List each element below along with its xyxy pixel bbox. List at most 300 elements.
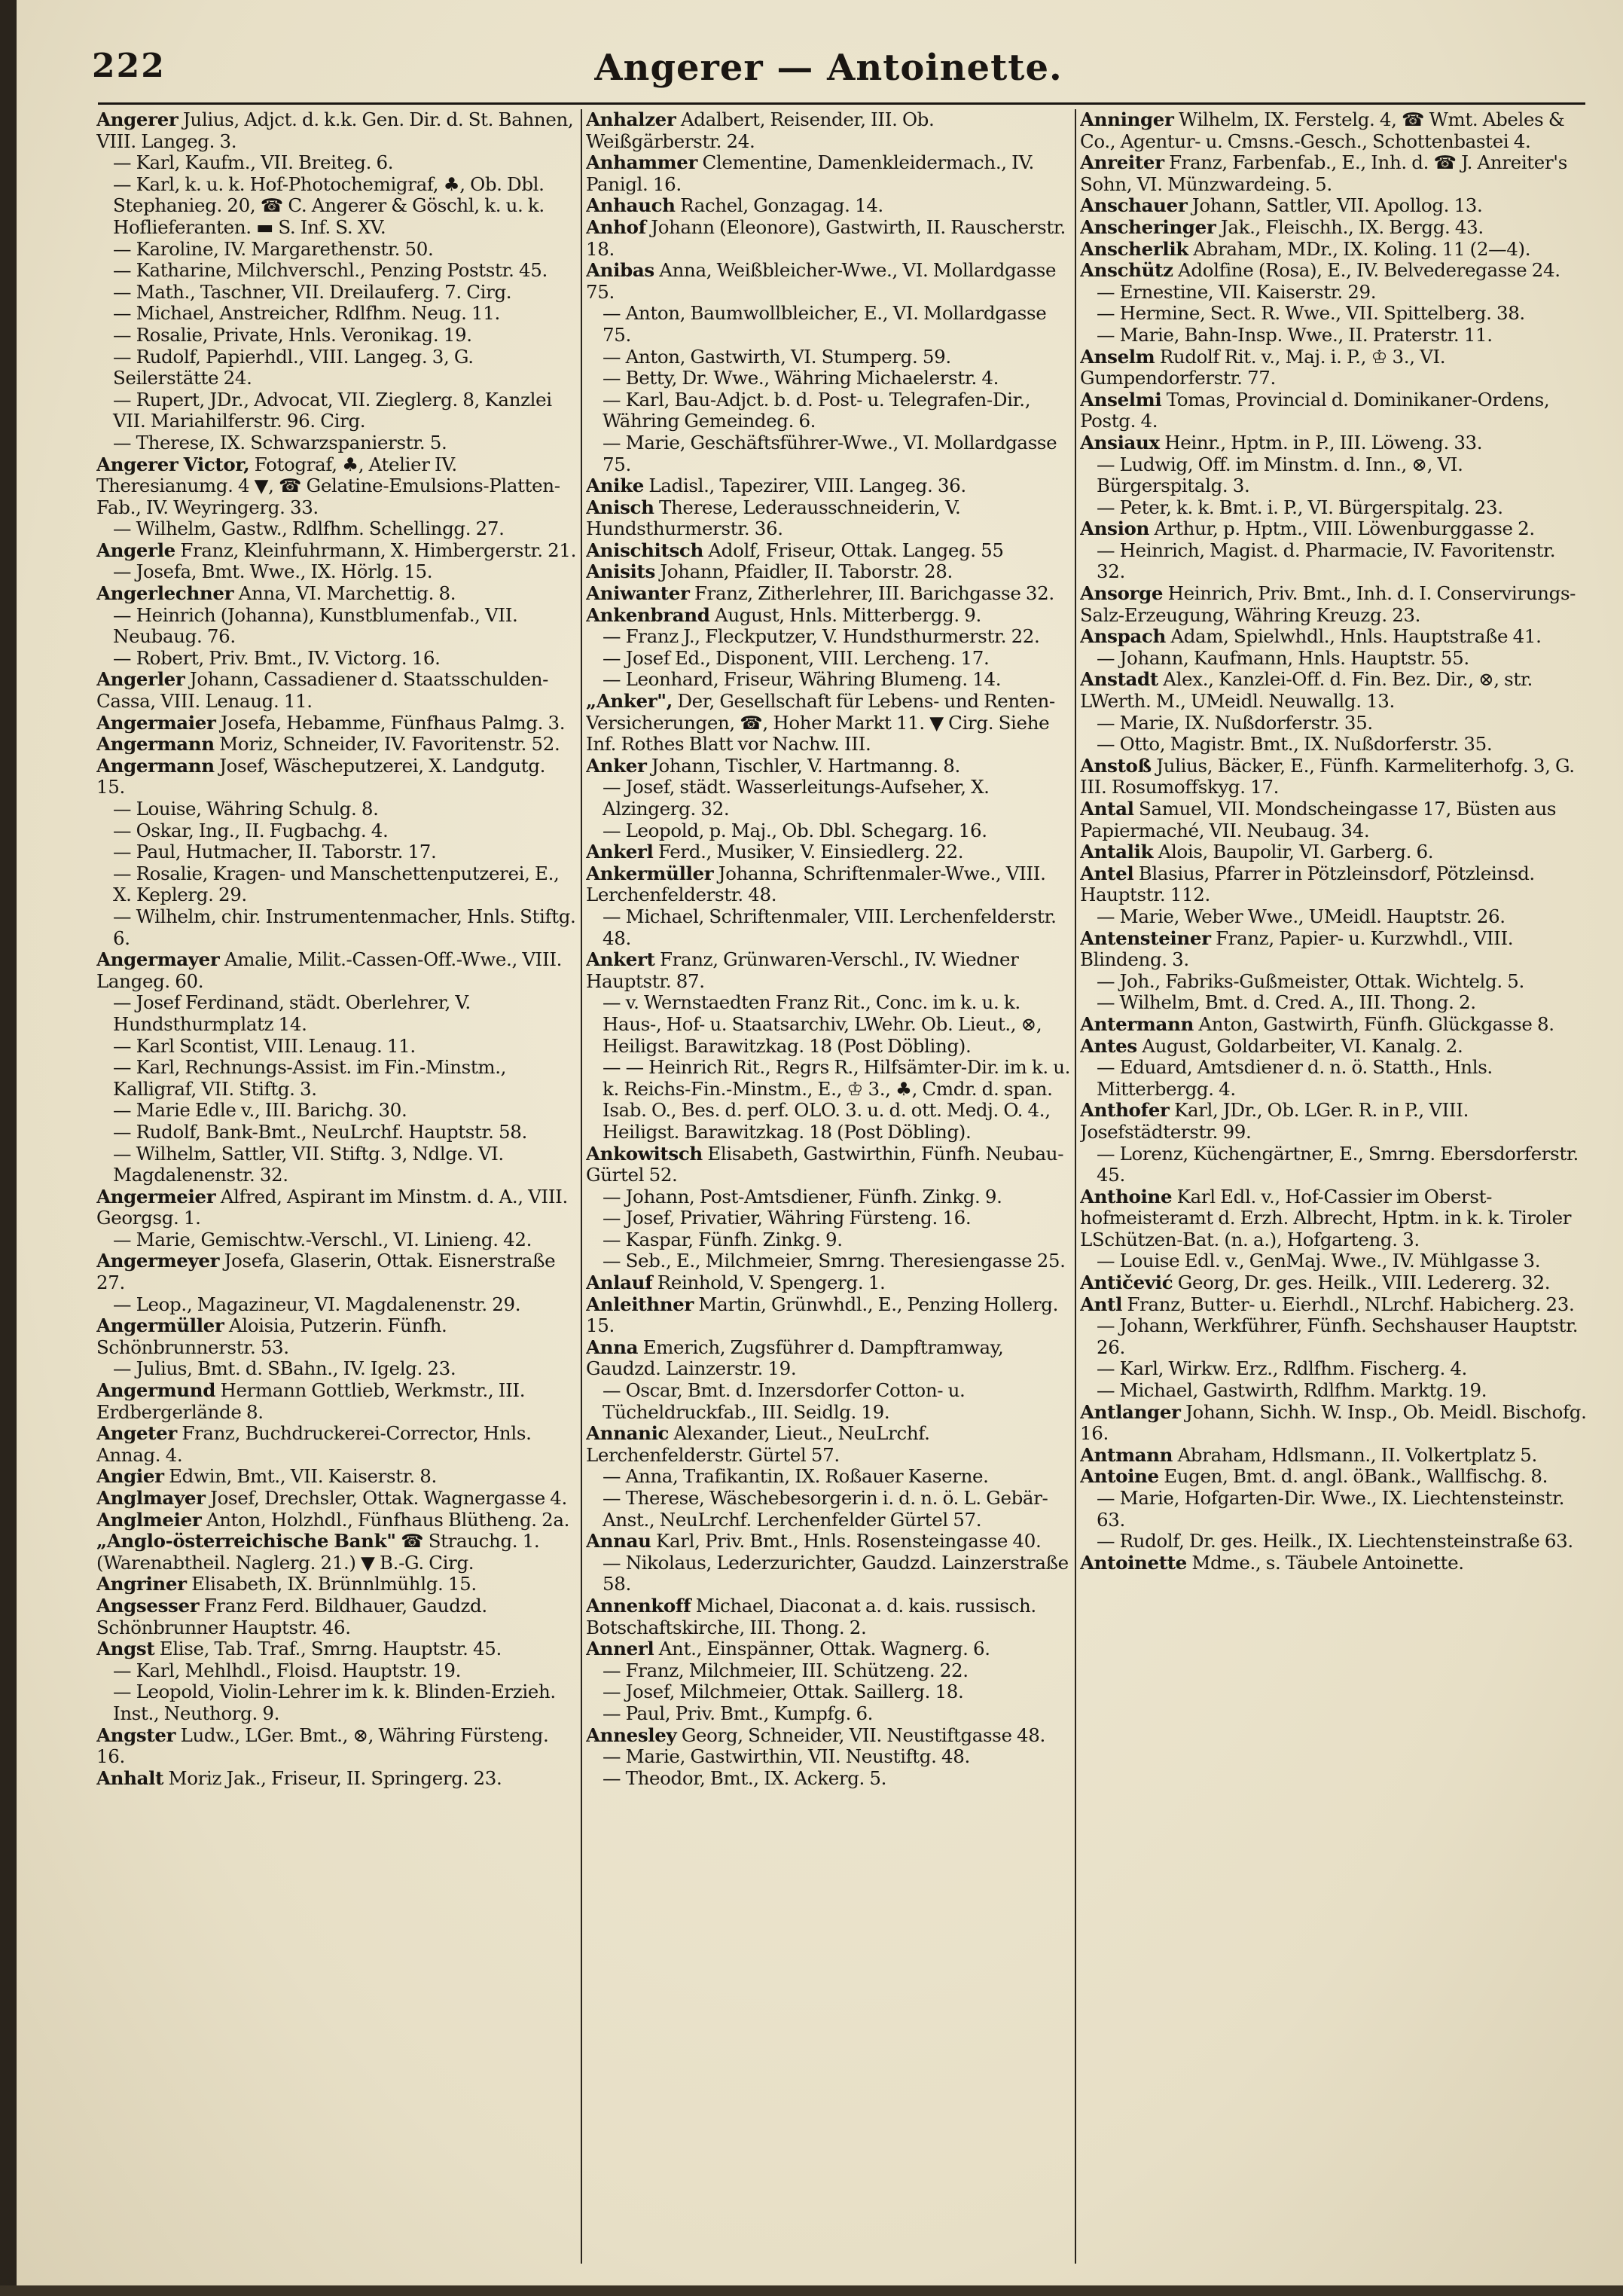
entry-details: — Marie, Gastwirthin, VII. Neustiftg. 48. — [603, 1745, 970, 1768]
directory-entry — [96, 1725, 578, 1768]
directory-entry — [1080, 1100, 1588, 1143]
directory-entry — [1080, 109, 1588, 152]
directory-entry — [96, 1100, 578, 1122]
directory-entry — [586, 368, 1072, 389]
entry-surname: Angster — [96, 1724, 176, 1746]
entry-surname: Angerlechner — [96, 582, 234, 605]
directory-entry — [1080, 1294, 1588, 1316]
directory-entry — [96, 432, 578, 454]
entry-details: — Ludwig, Off. im Minstm. d. Inn., ⊗, VI. Bürgerspitalg. 3. — [1097, 453, 1463, 497]
directory-entry — [586, 260, 1072, 303]
entry-details: Franz, Butter- u. Eierhdl., NLrchf. Habicherg. 23. — [1127, 1293, 1575, 1315]
directory-entry — [586, 1746, 1072, 1768]
entry-details: August, Hnls. Mitterbergg. 9. — [715, 603, 981, 626]
entry-details: Anton, Gastwirth, Fünfh. Glückgasse 8. — [1198, 1012, 1554, 1035]
entry-details: Wilhelm, IX. Ferstelg. 4, ☎ Wmt. Abeles & Co., Agentur- u. Cmsns.-Gesch., Schottenbastei 4. — [1080, 109, 1565, 152]
entry-details: — — Heinrich Rit., Regrs R., Hilfsämter-Dir. im k. u. k. Reichs-Fin.-Minstm., E., ♔ 3., ♣, Cmdr. d. span. Isab. O., Bes. d. perf. OLO. 3. u. d. ott. Medj. O. 4., Heiligst. Barawitzkag. 18 (Post Döbling). — [603, 1056, 1071, 1143]
entry-surname: Ansorge — [1080, 582, 1164, 605]
directory-entry — [586, 1466, 1072, 1488]
entry-surname: Antensteiner — [1080, 927, 1211, 949]
directory-entry — [96, 1186, 578, 1229]
entry-surname: Anschütz — [1080, 259, 1173, 282]
directory-entry — [586, 949, 1072, 992]
entry-details: — Betty, Dr. Wwe., Währing Michaelerstr. 4. — [603, 367, 999, 389]
entry-surname: Anhalt — [96, 1766, 164, 1789]
directory-entry — [586, 1380, 1072, 1423]
entry-details: Hermann Gottlieb, Werkmstr., III. Erdbergerlände 8. — [96, 1379, 526, 1423]
entry-surname: Anike — [586, 475, 644, 497]
directory-entry — [96, 152, 578, 174]
entry-details: — Johann, Post-Amtsdiener, Fünfh. Zinkg. 9. — [603, 1185, 1002, 1208]
entry-details: Karl, Priv. Bmt., Hnls. Rosensteingasse 40. — [656, 1530, 1042, 1553]
directory-entry — [96, 734, 578, 756]
directory-entry — [96, 1595, 578, 1638]
directory-entry — [1080, 992, 1588, 1014]
entry-details: — Karl, Wirkw. Erz., Rdlfhm. Fischerg. 4. — [1097, 1357, 1467, 1380]
entry-surname: Annau — [586, 1530, 651, 1553]
entry-surname: Ankert — [586, 948, 655, 971]
entry-details: — Rudolf, Papierhdl., VIII. Langeg. 3, G. Seilerstätte 24. — [113, 345, 474, 389]
entry-details: Adolfine (Rosa), E., IV. Belvederegasse 24. — [1178, 259, 1560, 282]
directory-entry — [586, 432, 1072, 475]
directory-entry — [96, 1315, 578, 1358]
entry-details: Amalie, Milit.-Cassen-Off.-Wwe., VIII. Langeg. 60. — [96, 948, 563, 992]
entry-surname: Anstadt — [1080, 668, 1158, 691]
entry-details: Moriz Jak., Friseur, II. Springerg. 23. — [168, 1766, 502, 1789]
entry-details: Elisabeth, IX. Brünnlmühlg. 15. — [191, 1573, 477, 1595]
directory-entry — [586, 1057, 1072, 1143]
directory-entry — [96, 303, 578, 325]
entry-details: August, Goldarbeiter, VI. Kanalg. 2. — [1142, 1034, 1463, 1057]
directory-entry — [96, 239, 578, 261]
entry-details: Mdme., s. Täubele Antoinette. — [1191, 1551, 1464, 1574]
entry-details: — Otto, Magistr. Bmt., IX. Nußdorferstr. 35. — [1097, 733, 1493, 756]
entry-details: Aloisia, Putzerin. Fünfh. Schönbrunnerstr. 53. — [96, 1314, 447, 1358]
entry-details: Martin, Grünwhdl., E., Penzing Hollerg. 15. — [586, 1293, 1059, 1337]
column-3 — [1080, 109, 1588, 2264]
directory-entry — [96, 1229, 578, 1251]
entry-details: — Wilhelm, chir. Instrumentenmacher, Hnls. Stiftg. 6. — [113, 905, 576, 949]
header-rule — [98, 102, 1585, 105]
entry-details: — Oscar, Bmt. d. Inzersdorfer Cotton- u. Tücheldruckfab., III. Seidlg. 19. — [603, 1379, 966, 1423]
directory-entry — [586, 1638, 1072, 1660]
entry-details: Edwin, Bmt., VII. Kaiserstr. 8. — [169, 1465, 437, 1488]
entry-surname: Anhalzer — [586, 109, 676, 130]
entry-details: Julius, Adjct. d. k.k. Gen. Dir. d. St. Bahnen, VIII. Langeg. 3. — [96, 109, 574, 152]
directory-entry — [1080, 798, 1588, 841]
directory-entry — [96, 713, 578, 734]
directory-entry — [586, 691, 1072, 756]
directory-entry — [1080, 347, 1588, 389]
entry-details: Ladisl., Tapezirer, VIII. Langeg. 36. — [648, 475, 966, 497]
entry-surname: Angermayer — [96, 948, 220, 971]
directory-entry — [586, 906, 1072, 949]
directory-entry — [586, 1681, 1072, 1703]
entry-details: — Karl, Rechnungs-Assist. im Fin.-Minstm., Kalligraf, VII. Stiftg. 3. — [113, 1056, 507, 1100]
directory-entry — [1080, 1553, 1588, 1574]
entry-surname: Anthofer — [1080, 1099, 1170, 1122]
entry-surname: „Anker", — [586, 690, 673, 713]
entry-details: — Therese, Wäschebesorgerin i. d. n. ö. L. Gebär-Anst., NeuLrchf. Lerchenfelder Gürtel 57. — [603, 1487, 1048, 1531]
entry-surname: Aniwanter — [586, 582, 690, 605]
entry-surname: Anibas — [586, 259, 654, 282]
directory-entry — [1080, 239, 1588, 261]
entry-details: Georg, Schneider, VII. Neustiftgasse 48. — [681, 1724, 1045, 1746]
directory-entry — [1080, 1036, 1588, 1058]
column-1 — [96, 109, 578, 2264]
entry-details: Therese, Lederausschneiderin, V. Hundsthurmerstr. 36. — [586, 496, 961, 540]
entry-details: — Michael, Gastwirth, Rdlfhm. Marktg. 19. — [1097, 1379, 1487, 1402]
column-2 — [586, 109, 1072, 2264]
directory-entry — [1080, 1250, 1588, 1272]
entry-details: — Louise Edl. v., GenMaj. Wwe., IV. Mühlgasse 3. — [1097, 1250, 1541, 1272]
entry-details: — Karoline, IV. Margarethenstr. 50. — [113, 237, 434, 260]
entry-surname: Anreiter — [1080, 151, 1164, 174]
entry-surname: Anker — [586, 754, 647, 777]
entry-surname: Anthoine — [1080, 1185, 1173, 1208]
entry-surname: Anlauf — [586, 1272, 653, 1294]
directory-entry — [1080, 518, 1588, 540]
running-title: Angerer — Antoinette. — [594, 47, 1063, 89]
entry-details: — Karl, k. u. k. Hof-Photochemigraf, ♣, Ob. Dbl. Stephanieg. 20, ☎ C. Angerer & Göschl, k. u. k. Hoflieferanten. ▬ S. Inf. S. XV. — [113, 173, 545, 238]
directory-entry — [96, 1036, 578, 1058]
entry-details: — Anton, Gastwirth, VI. Stumperg. 59. — [603, 345, 951, 368]
entry-surname: Ankermüller — [586, 862, 714, 884]
directory-entry — [1080, 1402, 1588, 1445]
entry-details: — Theodor, Bmt., IX. Ackerg. 5. — [603, 1766, 887, 1789]
entry-details: Adalbert, Reisender, III. Ob. Weißgärberstr. 24. — [586, 109, 935, 152]
directory-entry — [586, 669, 1072, 691]
directory-entry — [586, 820, 1072, 842]
directory-entry — [586, 1250, 1072, 1272]
directory-entry — [586, 1229, 1072, 1251]
directory-entry — [96, 347, 578, 389]
directory-entry — [96, 1574, 578, 1595]
entry-details: — Michael, Schriftenmaler, VIII. Lerchenfelderstr. 48. — [603, 905, 1057, 949]
entry-details: Georg, Dr. ges. Heilk., VIII. Ledererg. 32. — [1177, 1272, 1551, 1294]
entry-details: Franz, Kleinfuhrmann, X. Himbergerstr. 21. — [180, 539, 577, 561]
entry-details: — Louise, Währing Schulg. 8. — [113, 798, 379, 820]
entry-details: Johann, Pfaidler, II. Taborstr. 28. — [660, 560, 953, 583]
directory-entry — [586, 756, 1072, 777]
entry-details: — Marie, Hofgarten-Dir. Wwe., IX. Liechtensteinstr. 63. — [1097, 1487, 1565, 1531]
column-divider — [1075, 109, 1076, 2264]
entry-details: — Josef, Privatier, Währing Fürsteng. 16. — [603, 1207, 972, 1229]
entry-details: Arthur, p. Hptm., VIII. Löwenburggasse 2. — [1154, 518, 1535, 540]
entry-details: Elise, Tab. Traf., Smrng. Hauptstr. 45. — [159, 1638, 502, 1660]
directory-entry — [96, 863, 578, 906]
directory-entry — [1080, 540, 1588, 583]
entry-surname: Antoine — [1080, 1465, 1159, 1488]
entry-details: Johann (Eleonore), Gastwirth, II. Rauscherstr. 18. — [586, 215, 1066, 260]
entry-surname: Anhof — [586, 215, 646, 238]
entry-surname: Angermüller — [96, 1314, 224, 1337]
entry-surname: Anglmayer — [96, 1487, 206, 1509]
entry-surname: Annanic — [586, 1422, 670, 1445]
entry-details: — Robert, Priv. Bmt., IV. Victorg. 16. — [113, 646, 441, 669]
directory-entry — [96, 820, 578, 842]
directory-entry — [96, 1143, 578, 1186]
entry-surname: Angerer — [96, 109, 178, 130]
entry-surname: Anna — [586, 1336, 639, 1358]
entry-details: Johanna, Schriftenmaler-Wwe., VIII. Lerchenfelderstr. 48. — [586, 862, 1046, 906]
page-number: 222 — [92, 47, 166, 85]
directory-entry — [96, 454, 578, 519]
directory-entry — [1080, 1488, 1588, 1531]
directory-entry — [96, 260, 578, 282]
directory-entry — [96, 1510, 578, 1531]
entry-details: — Johann, Kaufmann, Hnls. Hauptstr. 55. — [1097, 646, 1469, 669]
entry-details: — Anton, Baumwollbleicher, E., VI. Mollardgasse 75. — [603, 302, 1047, 346]
directory-entry — [96, 561, 578, 583]
entry-surname: Annesley — [586, 1724, 677, 1746]
directory-entry — [96, 841, 578, 863]
entry-surname: Angriner — [96, 1573, 187, 1595]
entry-details: Josef, Drechsler, Ottak. Wagnergasse 4. — [210, 1487, 567, 1509]
entry-details: — Kaspar, Fünfh. Zinkg. 9. — [603, 1228, 843, 1250]
directory-entry — [96, 1358, 578, 1380]
entry-details: — Paul, Hutmacher, II. Taborstr. 17. — [113, 841, 437, 863]
entry-details: Johann, Sichh. W. Insp., Ob. Meidl. Bischofg. 16. — [1080, 1400, 1587, 1445]
entry-surname: Angermeier — [96, 1185, 216, 1208]
directory-entry — [586, 389, 1072, 432]
entry-surname: Ansiaux — [1080, 431, 1160, 453]
entry-surname: Angermann — [96, 733, 215, 756]
entry-surname: Angst — [96, 1638, 155, 1660]
directory-entry — [96, 1250, 578, 1293]
entry-details: Anton, Holzhdl., Fünfhaus Blütheng. 2a. — [206, 1508, 570, 1531]
directory-entry — [1080, 1143, 1588, 1186]
entry-surname: Angeter — [96, 1422, 177, 1445]
entry-details: — Michael, Anstreicher, Rdlfhm. Neug. 11. — [113, 302, 500, 325]
directory-entry — [96, 389, 578, 432]
directory-entry — [1080, 841, 1588, 863]
entry-surname: Anhauch — [586, 194, 676, 217]
entry-surname: „Anglo-österreichische Bank" — [96, 1530, 396, 1553]
entry-surname: Angermeyer — [96, 1250, 220, 1272]
entry-details: — Oskar, Ing., II. Fugbachg. 4. — [113, 819, 389, 841]
entry-surname: Annerl — [586, 1638, 654, 1660]
entry-details: Ant., Einspänner, Ottak. Wagnerg. 6. — [658, 1638, 990, 1660]
entry-details: — Julius, Bmt. d. SBahn., IV. Igelg. 23. — [113, 1357, 456, 1380]
entry-surname: Anhammer — [586, 151, 698, 174]
entry-details: — Seb., E., Milchmeier, Smrng. Theresiengasse 25. — [603, 1250, 1066, 1272]
entry-surname: Antes — [1080, 1034, 1137, 1057]
directory-entry — [1080, 1315, 1588, 1358]
entry-details: — Johann, Werkführer, Fünfh. Sechshauser Hauptstr. 26. — [1097, 1314, 1579, 1358]
scan-bottom-edge — [0, 2285, 1623, 2296]
entry-details: Elisabeth, Gastwirthin, Fünfh. Neubau-Gürtel 52. — [586, 1142, 1064, 1186]
directory-entry — [1080, 863, 1588, 906]
entry-details: Franz, Zitherlehrer, III. Barichgasse 32. — [694, 582, 1054, 605]
directory-entry — [96, 583, 578, 605]
directory-entry — [586, 1186, 1072, 1208]
directory-entry — [96, 1466, 578, 1488]
entry-details: Franz, Farbenfab., E., Inh. d. ☎ J. Anreiter's Sohn, VI. Münzwardeing. 5. — [1080, 151, 1567, 195]
page-header — [83, 47, 1574, 99]
directory-entry — [586, 992, 1072, 1057]
entry-surname: Anninger — [1080, 109, 1174, 130]
entry-details: — Marie, Weber Wwe., UMeidl. Hauptstr. 26. — [1097, 905, 1506, 927]
directory-entry — [1080, 1358, 1588, 1380]
directory-entry — [1080, 303, 1588, 325]
directory-entry — [1080, 260, 1588, 282]
entry-details: — Josef Ferdinand, städt. Oberlehrer, V. Hundsthurmplatz 14. — [113, 991, 471, 1035]
entry-details: — Leopold, p. Maj., Ob. Dbl. Schegarg. 16. — [603, 819, 987, 841]
directory-entry — [586, 540, 1072, 562]
entry-details: Fotograf, ♣, Atelier IV. Theresianumg. 4 ▼, ☎ Gelatine-Emulsions-Platten-Fab., IV. Weyringerg. 33. — [96, 453, 560, 518]
directory-entry — [96, 1294, 578, 1316]
directory-entry — [96, 325, 578, 347]
directory-entry — [1080, 1531, 1588, 1553]
directory-entry — [1080, 1445, 1588, 1467]
directory-entry — [586, 475, 1072, 497]
directory-entry — [586, 1595, 1072, 1638]
entry-details: Johann, Tischler, V. Hartmanng. 8. — [651, 754, 960, 777]
entry-details: — Franz J., Fleckputzer, V. Hundsthurmerstr. 22. — [603, 625, 1040, 648]
directory-entry — [96, 906, 578, 949]
directory-entry — [96, 1122, 578, 1143]
entry-details: Franz, Buchdruckerei-Corrector, Hnls. Annag. 4. — [96, 1422, 532, 1466]
entry-surname: Annenkoff — [586, 1594, 691, 1617]
entry-details: Alexander, Lieut., NeuLrchf. Lerchenfelderstr. Gürtel 57. — [586, 1422, 930, 1466]
entry-details: Adolf, Friseur, Ottak. Langeg. 55 — [708, 539, 1004, 561]
entry-surname: Anspach — [1080, 625, 1166, 648]
entry-details: Josefa, Hebamme, Fünfhaus Palmg. 3. — [221, 711, 566, 734]
entry-details: — Josef, städt. Wasserleitungs-Aufseher, X. Alzingerg. 32. — [603, 776, 990, 820]
directory-entry — [1080, 497, 1588, 519]
entry-surname: Angier — [96, 1465, 164, 1488]
entry-details: Rudolf Rit. v., Maj. i. P., ♔ 3., VI. Gumpendorferstr. 77. — [1080, 345, 1446, 389]
entry-details: Karl Edl. v., Hof-Cassier im Oberst-hofmeisteramt d. Erzh. Albrecht, Hptm. in k. k. Tiroler LSchützen-Bat. (n. a.), Hofgarteng. 3. — [1080, 1185, 1572, 1250]
directory-entry — [96, 282, 578, 304]
entry-surname: Angerle — [96, 539, 175, 561]
entry-details: Clementine, Damenkleidermach., IV. Panigl. 16. — [586, 151, 1034, 195]
entry-surname: Ankenbrand — [586, 603, 710, 626]
directory-entry — [1080, 928, 1588, 971]
directory-entry — [586, 347, 1072, 368]
entry-details: — Marie, IX. Nußdorferstr. 35. — [1097, 711, 1373, 734]
entry-surname: Ansion — [1080, 518, 1149, 540]
entry-details: Emerich, Zugsführer d. Dampftramway, Gaudzd. Lainzerstr. 19. — [586, 1336, 1004, 1380]
entry-details: — Marie, Bahn-Insp. Wwe., II. Praterstr. 11. — [1097, 323, 1493, 346]
directory-entry — [1080, 756, 1588, 798]
entry-surname: Anschauer — [1080, 194, 1188, 217]
entry-surname: Ankerl — [586, 841, 654, 863]
directory-entry — [96, 518, 578, 540]
entry-details: — Peter, k. k. Bmt. i. P., VI. Bürgerspitalg. 23. — [1097, 496, 1503, 518]
entry-details: Johann, Cassadiener d. Staatsschulden-Cassa, VIII. Lenaug. 11. — [96, 668, 549, 713]
entry-surname: Angermund — [96, 1379, 215, 1402]
directory-entry — [586, 561, 1072, 583]
directory-entry — [586, 1208, 1072, 1229]
entry-details: — Josef, Milchmeier, Ottak. Saillerg. 18. — [603, 1681, 964, 1703]
entry-details: Abraham, MDr., IX. Koling. 11 (2—4). — [1193, 237, 1531, 260]
directory-entry — [1080, 1014, 1588, 1036]
entry-details: Alois, Baupolir, VI. Garberg. 6. — [1158, 841, 1434, 863]
entry-surname: Antmann — [1080, 1443, 1173, 1466]
entry-details: Abraham, Hdlsmann., II. Volkertplatz 5. — [1177, 1443, 1537, 1466]
directory-entry — [96, 540, 578, 562]
entry-details: — Heinrich (Johanna), Kunstblumenfab., VII. Neubaug. 76. — [113, 603, 518, 648]
directory-entry — [96, 174, 578, 239]
entry-details: ☎ Strauchg. 1. (Warenabtheil. Naglerg. 21.) ▼ B.-G. Cirg. — [96, 1530, 540, 1574]
directory-entry — [586, 152, 1072, 195]
directory-entry — [1080, 454, 1588, 497]
directory-entry — [1080, 713, 1588, 734]
directory-entry — [586, 1660, 1072, 1682]
entry-details: Der, Gesellschaft für Lebens- und Renten-Versicherungen, ☎, Hoher Markt 11. ▼ Cirg. Siehe Inf. Rothes Blatt vor Nachw. III. — [586, 690, 1055, 756]
entry-details: — Leopold, Violin-Lehrer im k. k. Blinden-Erzieh. Inst., Neuthorg. 9. — [113, 1681, 556, 1724]
directory-entry — [1080, 734, 1588, 756]
directory-entry — [1080, 648, 1588, 670]
entry-details: — Leonhard, Friseur, Währing Blumeng. 14. — [603, 668, 1002, 691]
entry-details: Alex., Kanzlei-Off. d. Fin. Bez. Dir., ⊗, str. LWerth. M., UMeidl. Neuwallg. 13. — [1080, 668, 1533, 713]
directory-entry — [586, 303, 1072, 346]
directory-entry — [1080, 1186, 1588, 1251]
entry-details: Jak., Fleischh., IX. Bergg. 43. — [1220, 215, 1484, 238]
entry-surname: Antlanger — [1080, 1400, 1181, 1423]
entry-surname: Antl — [1080, 1293, 1123, 1315]
entry-details: — Josef Ed., Disponent, VIII. Lercheng. 17. — [603, 646, 990, 669]
directory-entry — [586, 605, 1072, 627]
entry-surname: Anselmi — [1080, 388, 1162, 411]
directory-entry — [1080, 217, 1588, 239]
entry-details: — Karl, Kaufm., VII. Breiteg. 6. — [113, 151, 394, 174]
entry-surname: Anselm — [1080, 345, 1155, 368]
directory-entry — [586, 841, 1072, 863]
directory-entry — [1080, 1057, 1588, 1100]
entry-surname: Antel — [1080, 862, 1134, 884]
entry-details: Ferd., Musiker, V. Einsiedlerg. 22. — [657, 841, 964, 863]
directory-entry — [1080, 389, 1588, 432]
entry-details: Josefa, Glaserin, Ottak. Eisnerstraße 27. — [96, 1250, 556, 1294]
directory-entry — [586, 1703, 1072, 1725]
entry-details: — v. Wernstaedten Franz Rit., Conc. im k. u. k. Haus-, Hof- u. Staatsarchiv, LWehr. Ob. Lieut., ⊗, Heiligst. Barawitzkag. 18 (Post Döbling). — [603, 991, 1042, 1057]
directory-entry — [1080, 1272, 1588, 1294]
entry-surname: Anstoß — [1080, 754, 1152, 777]
entry-details: Rachel, Gonzagag. 14. — [680, 194, 883, 217]
entry-surname: Anglmeier — [96, 1508, 202, 1531]
entry-details: Franz, Grünwaren-Verschl., IV. Wiedner Hauptstr. 87. — [586, 948, 1019, 992]
directory-entry — [96, 1681, 578, 1724]
entry-details: Heinr., Hptm. in P., III. Löweng. 33. — [1164, 431, 1483, 453]
entry-details: — Hermine, Sect. R. Wwe., VII. Spittelberg. 38. — [1097, 302, 1525, 325]
entry-details: Johann, Sattler, VII. Apollog. 13. — [1191, 194, 1483, 217]
entry-details: Samuel, VII. Mondscheingasse 17, Büsten aus Papiermaché, VII. Neubaug. 34. — [1080, 798, 1557, 841]
directory-entry — [1080, 906, 1588, 928]
directory-entry — [1080, 195, 1588, 217]
directory-entry — [96, 1488, 578, 1510]
entry-details: — Marie, Gemischtw.-Verschl., VI. Linieng. 42. — [113, 1228, 532, 1250]
entry-surname: Antičević — [1080, 1272, 1173, 1294]
directory-entry — [96, 1638, 578, 1660]
entry-details: Ludw., LGer. Bmt., ⊗, Währing Fürsteng. 16. — [96, 1724, 549, 1768]
directory-entry — [1080, 282, 1588, 304]
entry-details: — Paul, Priv. Bmt., Kumpfg. 6. — [603, 1702, 874, 1724]
directory-entry — [586, 648, 1072, 670]
directory-entry — [1080, 152, 1588, 195]
entry-surname: Anscherlik — [1080, 237, 1188, 260]
entry-details: — Nikolaus, Lederzurichter, Gaudzd. Lainzerstraße 58. — [603, 1551, 1069, 1595]
entry-details: Eugen, Bmt. d. angl. öBank., Wallfischg. 8. — [1164, 1465, 1548, 1488]
entry-details: — Wilhelm, Sattler, VII. Stiftg. 3, Ndlge. VI. Magdalenenstr. 32. — [113, 1142, 504, 1186]
directory-entry — [96, 756, 578, 798]
entry-details: Karl, JDr., Ob. LGer. R. in P., VIII. Josefstädterstr. 99. — [1080, 1099, 1469, 1143]
directory-entry — [1080, 432, 1588, 454]
entry-details: — Lorenz, Küchengärtner, E., Smrng. Ebersdorferstr. 45. — [1097, 1142, 1579, 1186]
directory-entry — [586, 1531, 1072, 1553]
